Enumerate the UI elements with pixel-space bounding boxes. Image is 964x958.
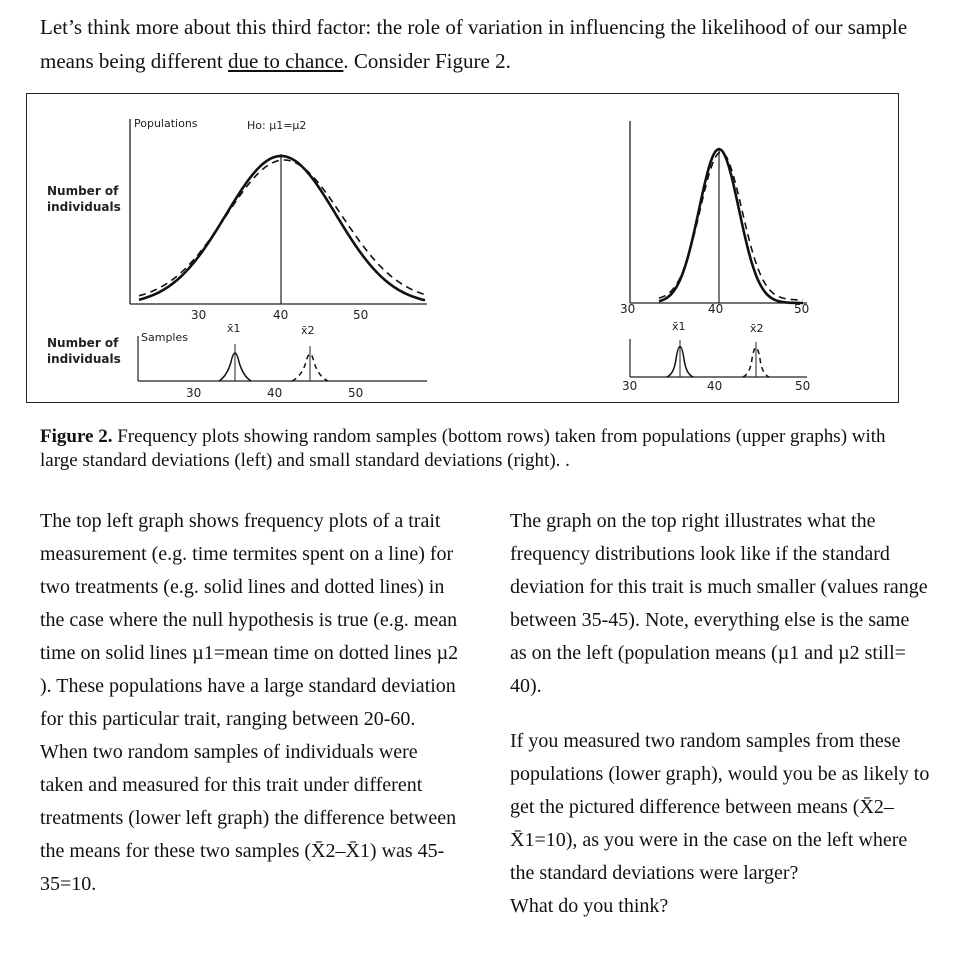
right-top-tick-50: 50 — [794, 302, 810, 316]
right-xbar1-label: x̄1 — [672, 320, 686, 333]
right-top-tick-40: 40 — [708, 302, 724, 316]
left-bottom-tick-30: 30 — [186, 386, 202, 400]
right-bottom-tick-30: 30 — [622, 379, 638, 393]
left-paragraph: The top left graph shows frequency plots of a trait measurement (e.g. time termites spent on a line) for two treatments (e.g. solid lines and dotted lines) in the case where the null hypothesis is true (e.g. mean time on solid lines µ1=mean time on dotted lines µ2 ). These populations have a large standard deviation for this particular trait, ranging between 20-60. When two random samples of individuals were taken and measured for this trait under different treatments (lower left graph) the difference between the means for these two samples (X̄2–X̄1) was 45-35=10. — [40, 510, 459, 895]
intro-underlined: due to chance — [227, 49, 344, 73]
figure-caption — [40, 425, 900, 473]
right-bottom-tick-40: 40 — [707, 379, 723, 393]
right-paragraph-3: What do you think? — [510, 895, 669, 917]
left-top-tick-30: 30 — [191, 308, 207, 322]
left-xbar2-label: x̄2 — [301, 324, 315, 337]
ylabel-top-1: Number of — [47, 184, 119, 198]
left-top-tick-50: 50 — [353, 308, 369, 322]
right-bottom-tick-50: 50 — [795, 379, 811, 393]
intro-paragraph — [40, 10, 940, 78]
left-top-tick-40: 40 — [273, 308, 289, 322]
ylabel-bottom-1: Number of — [47, 336, 119, 350]
right-paragraph-1: The graph on the top right illustrates what the frequency distributions look like if the standard deviation for this trait is much smaller (values range between 35-45). Note, everything else is the same as on the left (population means (µ1 and µ2 still= 40). — [510, 510, 928, 697]
figure-2 — [26, 93, 899, 403]
caption-text: Frequency plots showing random samples (bottom rows) taken from populations (upper graphs) with large standard deviations (left) and small standard deviations (right). . — [40, 426, 886, 471]
left-bottom-tick-50: 50 — [348, 386, 364, 400]
hypothesis-label: Ho: µ1=µ2 — [247, 119, 307, 132]
caption-label: Figure 2. — [40, 426, 113, 447]
right-column — [510, 505, 930, 923]
intro-text-1: Let’s think more about this third factor: the role of variation in influencing the likelihood of our sample means being different — [40, 15, 908, 73]
left-bottom-tick-40: 40 — [267, 386, 283, 400]
paragraph-gap — [510, 703, 930, 725]
ylabel-bottom-2: individuals — [47, 352, 121, 366]
right-top-tick-30: 30 — [620, 302, 636, 316]
left-solid-curve — [139, 156, 425, 300]
figure-svg — [27, 94, 900, 404]
samples-label: Samples — [141, 331, 188, 344]
right-solid-curve — [659, 149, 803, 303]
intro-text-2: . Consider Figure 2. — [343, 49, 511, 73]
right-paragraph-2: If you measured two random samples from these populations (lower graph), would you be as likely to get the pictured difference between means (X̄2–X̄1=10), as you were in the case on the left where the standard deviations were larger? — [510, 730, 930, 884]
left-column — [40, 505, 460, 901]
left-xbar1-label: x̄1 — [227, 322, 241, 335]
populations-label: Populations — [134, 117, 198, 130]
right-xbar2-label: x̄2 — [750, 322, 764, 335]
ylabel-top-2: individuals — [47, 200, 121, 214]
